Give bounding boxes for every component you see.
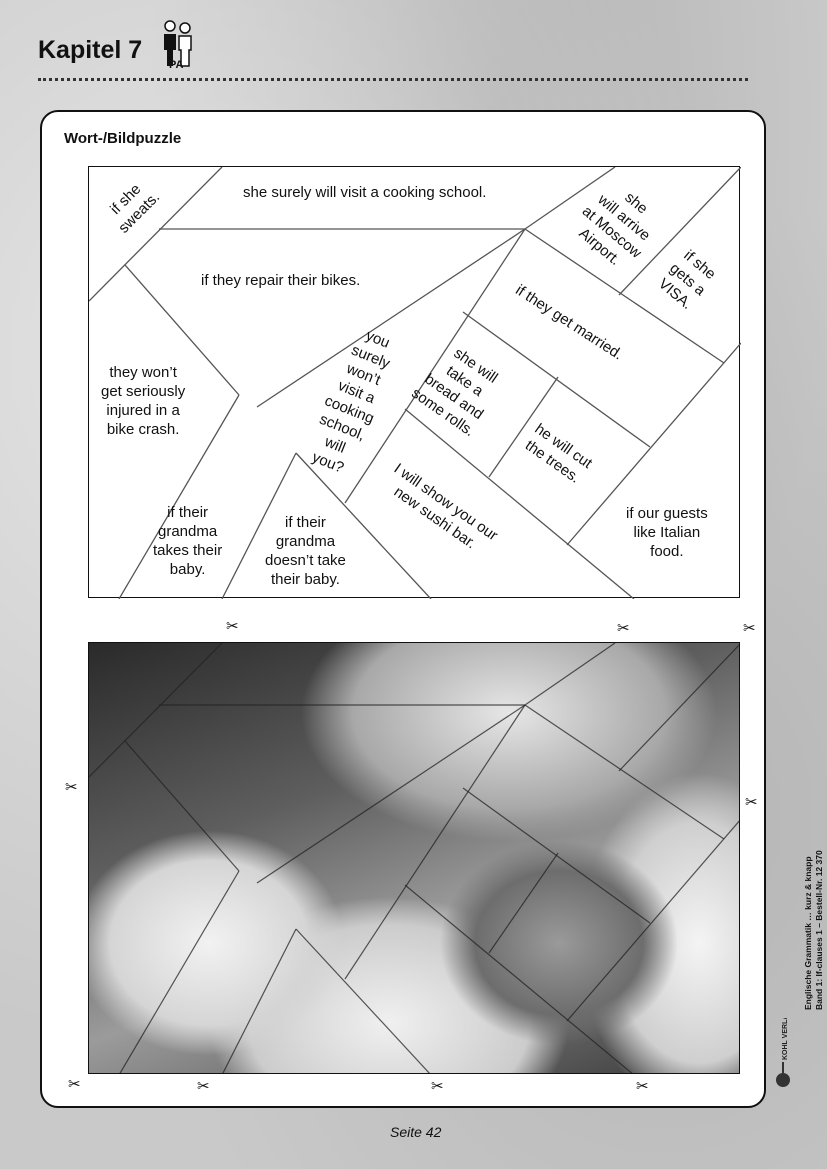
puzzle-piece-grandma-doesnt: if their grandma doesn’t take their baby.	[265, 514, 346, 588]
scissors-icon: ✂	[745, 794, 758, 811]
puzzle-piece-get-married: if they get married.	[512, 281, 626, 364]
puzzle-piece-visa: if she gets a VISA.	[655, 246, 719, 313]
photo-cut-lines	[89, 643, 740, 1074]
puzzle-piece-wont-visit: you surely won’t visit a cooking school, will you?	[309, 326, 393, 477]
puzzle-piece-if-she-sweats: if she sweats.	[107, 180, 164, 237]
scissors-icon: ✂	[617, 620, 630, 637]
puzzle-piece-moscow: she will arrive at Moscow Airport.	[575, 188, 654, 269]
partner-work-label: PA	[169, 59, 184, 71]
scissors-icon: ✂	[65, 779, 78, 796]
scissors-icon: ✂	[226, 618, 239, 635]
scissors-icon: ✂	[431, 1078, 444, 1095]
scissors-icon: ✂	[197, 1078, 210, 1095]
volume-info: Band 1: If-clauses 1 – Bestell-Nr. 12 370	[814, 850, 824, 1010]
section-title: Wort-/Bildpuzzle	[64, 130, 182, 147]
book-reference	[803, 850, 825, 1010]
publisher-name: KOHL VERLAG	[782, 1018, 789, 1060]
puzzle-piece-trees: he will cut the trees.	[521, 420, 596, 487]
puzzle-piece-grandma-takes: if their grandma takes their baby.	[153, 504, 223, 578]
puzzle-piece-italian: if our guests like Italian food.	[626, 505, 708, 560]
puzzle-piece-bread: she will take a bread and some rolls.	[408, 344, 501, 441]
word-puzzle	[88, 166, 740, 598]
page-number: Seite 42	[390, 1124, 442, 1140]
puzzle-photo	[88, 642, 740, 1074]
puzzle-piece-cooking-school: she surely will visit a cooking school.	[243, 184, 487, 201]
puzzle-piece-bike-crash: they won’t get seriously injured in a bike crash.	[101, 364, 186, 438]
dotted-divider	[38, 78, 748, 81]
chapter-title: Kapitel 7	[38, 36, 143, 64]
scissors-icon: ✂	[636, 1078, 649, 1095]
puzzle-piece-repair-bikes: if they repair their bikes.	[201, 272, 361, 289]
puzzle-piece-sushi: I will show you our new sushi bar.	[390, 460, 501, 553]
scissors-icon: ✂	[743, 620, 756, 637]
publisher-logo	[772, 1018, 794, 1090]
scissors-icon: ✂	[68, 1076, 81, 1093]
series-title: Englische Grammatik … kurz & knapp	[803, 856, 813, 1010]
